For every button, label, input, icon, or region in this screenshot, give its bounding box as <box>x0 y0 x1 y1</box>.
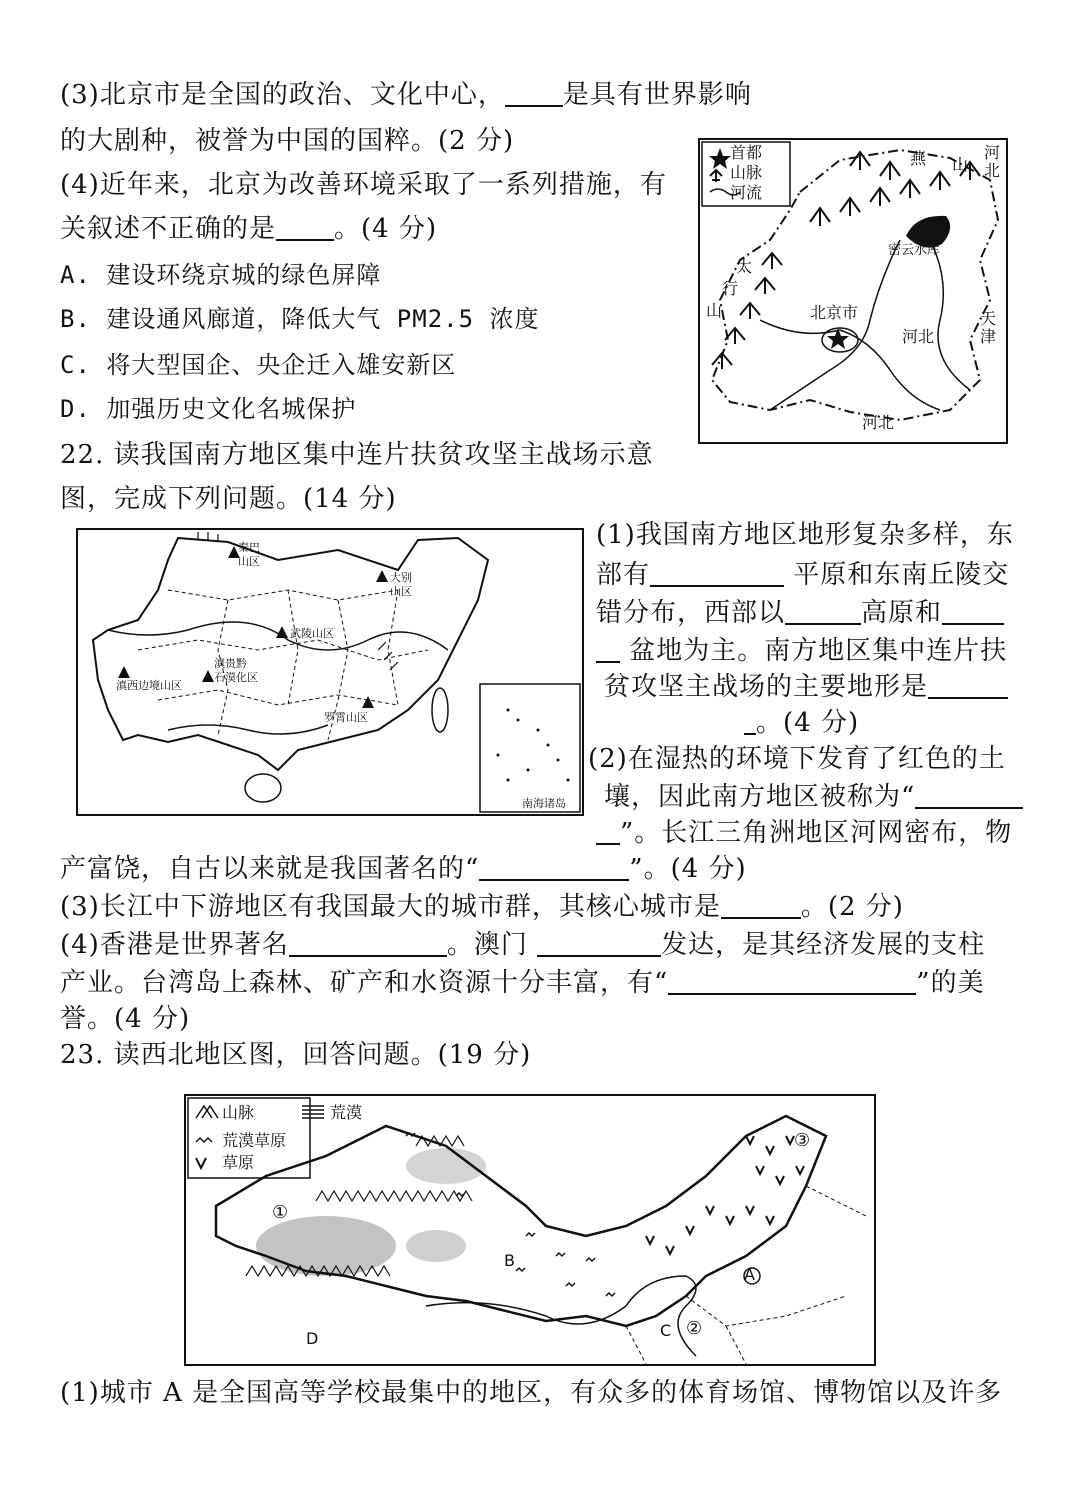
label-miyun-reservoir: 密云水库 <box>888 243 941 258</box>
q22-p4-blank-2[interactable] <box>537 929 661 957</box>
q23-p1-line: (1)城市 A 是全国高等学校最集中的地区，有众多的体育场馆、博物馆以及许多 <box>60 1378 1003 1408</box>
label-luoxiao: 罗霄山区 <box>324 711 368 724</box>
q22-p1-c2: 高原和 <box>861 598 943 628</box>
label-hebei-south: 河北 <box>862 413 895 432</box>
legend-mountain: 山脉 <box>730 163 763 182</box>
q22-p2-c: ”。长江三角洲地区河网密布，物 <box>620 818 1013 848</box>
label-beijing-city: 北京市 <box>810 303 859 322</box>
q22-p1-line1: (1)我国南方地区地形复杂多样，东 <box>596 520 1014 550</box>
legend-capital: 首都 <box>730 143 763 162</box>
q22-p1-b2: 平原和东南丘陵交 <box>793 560 1010 590</box>
q22-p4-d1: 产业。台湾岛上森林、矿产和水资源十分丰富，有“ <box>60 968 669 998</box>
q21-p4-text-b: 关叙述不正确的是 <box>60 214 277 244</box>
q22-p2-d1: 产富饶，自古以来就是我国著名的“ <box>60 854 480 884</box>
q21-part3-line2: 的大剧种，被誉为中国的国粹。(2 分) <box>60 126 515 156</box>
nw-legend-grass: 草原 <box>222 1153 255 1172</box>
q22-p4-c: 发达，是其经济发展的支柱 <box>661 930 986 960</box>
q22-p2-b: 壤，因此南方地区被称为“ <box>604 782 916 812</box>
nw-map-drawing <box>186 1096 874 1364</box>
label-dianguiqian: 滇贵黔 <box>214 657 247 670</box>
q22-p4-blank-3[interactable] <box>668 967 916 995</box>
label-taihang-2: 行 <box>722 279 739 298</box>
label-dianxi: 滇西边境山区 <box>116 679 182 692</box>
q22-p2-blank-1b[interactable] <box>596 817 620 845</box>
south-china-map <box>76 528 584 816</box>
q21-part4-line1: (4)近年来，北京为改善环境采取了一系列措施，有 <box>60 170 667 200</box>
q22-p1-blank-3b[interactable] <box>596 635 620 663</box>
q22-p4-line1 <box>60 928 985 962</box>
q21-p4-blank[interactable] <box>276 213 334 241</box>
q21-option-d[interactable]: D. 加强历史文化名城保护 <box>60 395 357 423</box>
nw-label-1: ① <box>272 1202 289 1223</box>
q22-p4-d2: ”的美 <box>916 968 985 998</box>
q22-p3-blank[interactable] <box>721 891 801 919</box>
beijing-map <box>698 138 1008 444</box>
q21-option-b[interactable]: B. 建设通风廊道，降低大气 PM2.5 浓度 <box>60 305 540 333</box>
nw-legend-desert: 荒漠 <box>330 1103 363 1122</box>
northwest-map <box>184 1094 876 1366</box>
q22-p1-blank-4[interactable] <box>928 671 1008 699</box>
q22-p1-line4 <box>596 634 1007 668</box>
q22-p1-d: 盆地为主。南方地区集中连片扶 <box>629 636 1008 666</box>
label-shan: 山 <box>952 155 969 174</box>
nw-label-d: D <box>306 1329 319 1348</box>
q22-p1-blank-2[interactable] <box>785 597 861 625</box>
label-yan: 燕 <box>910 149 927 168</box>
south-map-drawing <box>78 530 582 814</box>
label-taihang-1: 太 <box>736 257 753 276</box>
q22-p2-line2 <box>604 780 1023 814</box>
q21-option-a[interactable]: A. 建设环绕京城的绿色屏障 <box>60 261 382 289</box>
q22-p4-line2 <box>60 966 985 1000</box>
q22-p2-line4 <box>60 852 747 886</box>
q22-p3-b: 。(2 分) <box>800 892 904 922</box>
q22-p4-line3: 誉。(4 分) <box>60 1004 191 1034</box>
nw-label-c: C <box>660 1321 672 1340</box>
q21-option-c[interactable]: C. 将大型国企、央企迁入雄安新区 <box>60 351 457 379</box>
nw-label-a: A <box>744 1265 755 1284</box>
nw-label-2: ② <box>686 1318 703 1339</box>
q22-p1-b1: 部有 <box>596 560 651 590</box>
label-qinba: 秦巴 <box>238 541 260 554</box>
label-hebei-mid: 河北 <box>902 327 935 346</box>
q22-p3-a: (3)长江中下游地区有我国最大的城市群，其核心城市是 <box>60 892 721 922</box>
q22-p1-line6 <box>744 706 859 740</box>
nw-label-3: ③ <box>794 1130 811 1151</box>
q21-part4-line2 <box>60 212 437 246</box>
nw-label-b: B <box>504 1251 515 1270</box>
q22-p1-f: 。(4 分) <box>756 708 860 738</box>
q22-p1-blank-4b[interactable] <box>744 707 756 735</box>
q22-title-line2: 图，完成下列问题。(14 分) <box>60 484 397 514</box>
q22-p1-blank-3[interactable] <box>942 597 1004 625</box>
q22-p1-e: 贫攻坚主战场的主要地形是 <box>604 672 929 702</box>
label-hebei-ne: 河北 <box>984 143 1001 180</box>
q22-p2-line1: (2)在湿热的环境下发育了红色的土 <box>588 744 1006 774</box>
label-dabie: 大别 <box>390 571 412 584</box>
q21-p3-text-a: (3)北京市是全国的政治、文化中心， <box>60 80 505 110</box>
q23-title: 23. 读西北地区图，回答问题。(19 分) <box>60 1040 532 1070</box>
q22-p1-line5 <box>604 670 1008 704</box>
q22-p1-blank-1[interactable] <box>650 559 784 587</box>
label-wuling: 武陵山区 <box>290 627 334 640</box>
label-taihang-3: 山 <box>706 301 723 320</box>
legend-river: 河流 <box>730 183 763 202</box>
q22-p3-line <box>60 890 904 924</box>
q22-p1-line3 <box>596 596 1004 630</box>
q21-part3-line1 <box>60 78 752 112</box>
q22-p2-blank-1[interactable] <box>915 781 1023 809</box>
label-nanhai: 南海诸岛 <box>522 797 566 810</box>
label-dianguiqian-2: 石漠化区 <box>214 671 258 684</box>
q21-p4-text-c: 。(4 分) <box>334 214 438 244</box>
q22-p2-blank-2[interactable] <box>479 853 629 881</box>
q22-title-line1: 22. 读我国南方地区集中连片扶贫攻坚主战场示意 <box>60 440 654 470</box>
q22-p1-line2 <box>596 558 1009 592</box>
q22-p2-line3 <box>596 816 1012 850</box>
q22-p2-d2: ”。(4 分) <box>629 854 747 884</box>
q22-p4-a: (4)香港是世界著名 <box>60 930 289 960</box>
q22-p1-c1: 错分布，西部以 <box>596 598 786 628</box>
nw-legend-desert-grass: 荒漠草原 <box>222 1131 287 1150</box>
q21-p3-blank[interactable] <box>505 79 563 107</box>
label-tianjin: 天津 <box>980 309 997 346</box>
q21-p3-text-b: 是具有世界影响 <box>562 80 752 110</box>
label-dabie-2: 山区 <box>390 585 412 598</box>
label-qinba-2: 山区 <box>238 555 260 568</box>
nw-legend-mountain: 山脉 <box>222 1103 255 1122</box>
q22-p4-b: 。澳门 <box>446 930 528 960</box>
q22-p4-blank-1[interactable] <box>289 929 447 957</box>
